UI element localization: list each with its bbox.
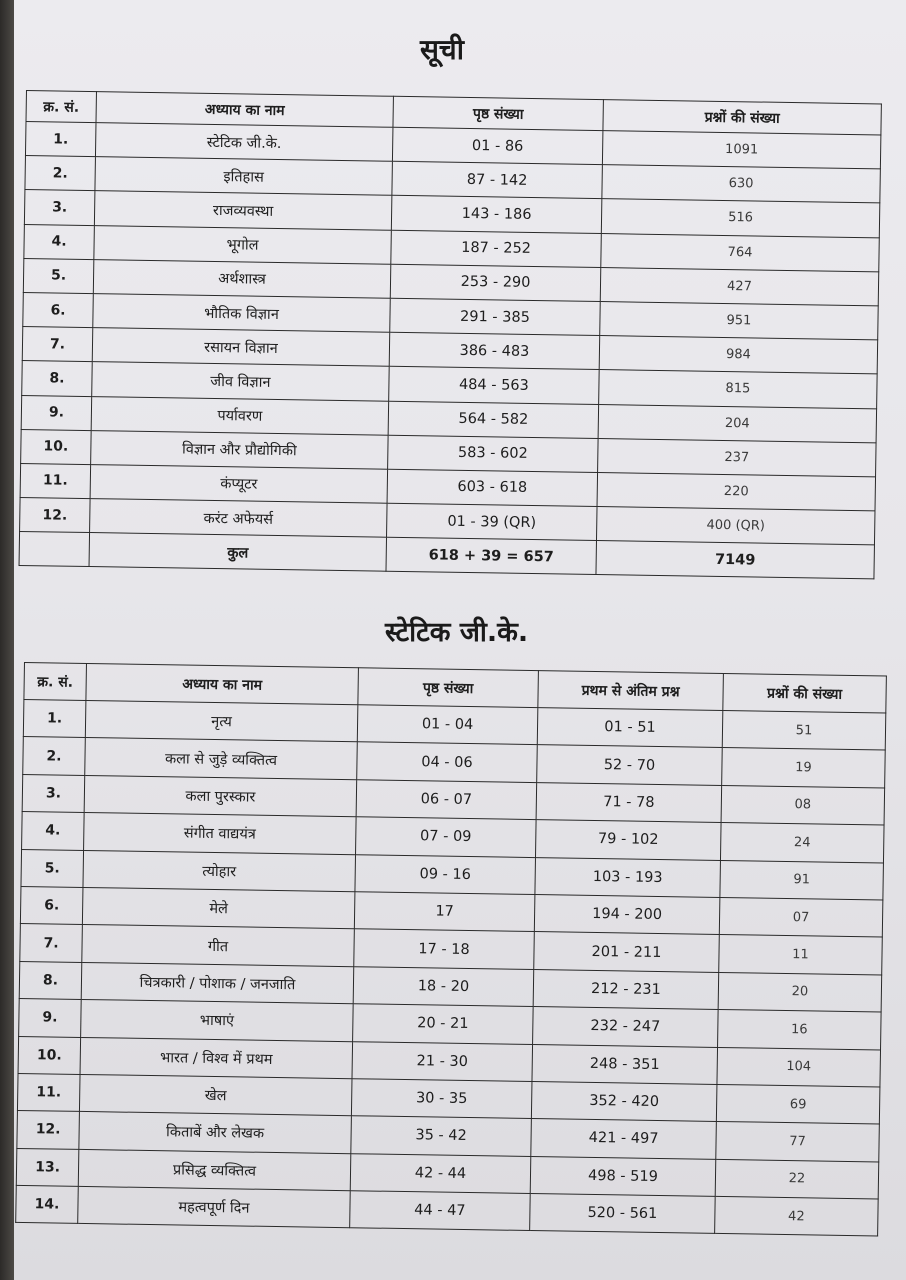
table-cell: अर्थशास्त्र — [93, 259, 391, 298]
table-cell: 07 - 09 — [356, 817, 537, 857]
table-cell: 984 — [599, 336, 878, 375]
table-cell: 603 - 618 — [387, 469, 598, 506]
total-cell: कुल — [89, 533, 387, 572]
table-cell: 6. — [23, 292, 94, 327]
table-cell: 564 - 582 — [388, 401, 599, 438]
table-cell: 421 - 497 — [531, 1119, 717, 1159]
col-header-chapter: अध्याय का नाम — [86, 663, 359, 704]
table-cell: 91 — [720, 860, 884, 900]
table-cell: 484 - 563 — [389, 367, 600, 404]
table-cell: 5. — [21, 849, 84, 887]
table-cell: 13. — [16, 1148, 79, 1186]
table-cell: 52 - 70 — [537, 745, 723, 785]
table-cell: विज्ञान और प्रौद्योगिकी — [91, 430, 389, 469]
col-header-chapter: अध्याय का नाम — [96, 92, 393, 128]
col-header-pages: पृष्ठ संख्या — [393, 96, 603, 130]
index-title: सूची — [420, 33, 464, 66]
table-cell: 22 — [715, 1159, 879, 1199]
table-cell: कला से जुड़े व्यक्तित्व — [85, 738, 358, 780]
table-cell: 01 - 86 — [392, 127, 603, 164]
col-header-serial: क्र. सं. — [26, 91, 96, 123]
table-cell: 30 - 35 — [351, 1079, 532, 1119]
table-cell: 8. — [22, 361, 93, 396]
table-cell: 79 - 102 — [535, 820, 721, 860]
table-cell: राजव्यवस्था — [94, 191, 392, 230]
table-cell: किताबें और लेखक — [79, 1112, 352, 1154]
table-cell: इतिहास — [95, 157, 393, 196]
table-cell: 77 — [716, 1122, 880, 1162]
table-cell: 44 - 47 — [350, 1191, 531, 1231]
table-cell: 17 — [354, 892, 535, 932]
table-cell: 201 - 211 — [534, 932, 720, 972]
table-cell: मेले — [82, 887, 355, 929]
table-cell: कला पुरस्कार — [84, 775, 357, 817]
table-cell: 87 - 142 — [392, 161, 603, 198]
table-cell: 7. — [22, 327, 93, 362]
table-cell: 204 — [598, 404, 877, 443]
static-gk-table — [15, 662, 887, 1237]
table-cell: 08 — [721, 785, 885, 825]
table-cell: भौतिक विज्ञान — [93, 294, 391, 333]
table-cell: 18 - 20 — [353, 966, 534, 1006]
book-spine — [0, 0, 14, 1280]
table-cell: 04 - 06 — [357, 742, 538, 782]
table-cell: महत्वपूर्ण दिन — [78, 1186, 351, 1228]
table-cell: भारत / विश्व में प्रथम — [80, 1037, 353, 1079]
table-cell: 69 — [716, 1084, 880, 1124]
table-cell: चित्रकारी / पोशाक / जनजाति — [81, 962, 354, 1004]
table-cell: 498 - 519 — [530, 1156, 716, 1196]
table-cell: 9. — [21, 395, 92, 430]
table-cell: 4. — [24, 224, 95, 259]
table-cell: स्टेटिक जी.के. — [95, 123, 393, 162]
table-cell: 1091 — [602, 131, 881, 170]
table-cell: 10. — [18, 1036, 81, 1074]
table-cell: 248 - 351 — [532, 1044, 718, 1084]
table-cell: 143 - 186 — [391, 196, 602, 233]
table-cell: 01 - 51 — [537, 708, 723, 748]
table-cell: 11 — [719, 935, 883, 975]
col-header-serial: क्र. सं. — [24, 663, 87, 701]
col-header-pages: पृष्ठ संख्या — [358, 668, 539, 708]
total-cell: 7149 — [596, 541, 875, 580]
table-cell: 2. — [25, 156, 96, 191]
table-cell: त्योहार — [83, 850, 356, 892]
table-cell: 212 - 231 — [533, 969, 719, 1009]
table-cell: 630 — [602, 165, 881, 204]
table-cell: 71 - 78 — [536, 782, 722, 822]
table-cell: 09 - 16 — [355, 854, 536, 894]
table-cell: 19 — [722, 748, 886, 788]
table-cell: खेल — [79, 1074, 352, 1116]
table-cell: 12. — [20, 498, 91, 533]
table-cell: जीव विज्ञान — [92, 362, 390, 401]
table-cell: नृत्य — [85, 700, 358, 742]
table-cell: 400 (QR) — [596, 507, 875, 546]
table-cell: 10. — [21, 429, 92, 464]
table-cell: 4. — [22, 812, 85, 850]
table-cell: 35 - 42 — [351, 1116, 532, 1156]
table-cell: 516 — [601, 199, 880, 238]
table-cell: भाषाएं — [81, 1000, 354, 1042]
table-cell: 103 - 193 — [535, 857, 721, 897]
table-cell: 21 - 30 — [352, 1041, 533, 1081]
table-cell: 1. — [23, 700, 86, 738]
col-header-question-range: प्रथम से अंतिम प्रश्न — [538, 671, 724, 711]
table-cell: 3. — [22, 774, 85, 812]
table-cell: 815 — [599, 370, 878, 409]
table-cell: 01 - 39 (QR) — [387, 503, 598, 540]
table-cell: 386 - 483 — [389, 332, 600, 369]
table-cell: 3. — [24, 190, 95, 225]
index-table — [19, 90, 882, 580]
table-cell: संगीत वाद्ययंत्र — [84, 813, 357, 855]
table-cell: 2. — [23, 737, 86, 775]
total-cell — [19, 532, 90, 567]
table-cell: 232 - 247 — [533, 1007, 719, 1047]
table-cell: भूगोल — [94, 225, 392, 264]
table-cell: 01 - 04 — [357, 705, 538, 745]
table-cell: 764 — [601, 233, 880, 272]
table-cell: 14. — [16, 1186, 79, 1224]
table-cell: 104 — [717, 1047, 881, 1087]
table-cell: 17 - 18 — [354, 929, 535, 969]
table-cell: कंप्यूटर — [90, 464, 388, 503]
table-cell: 237 — [598, 438, 877, 477]
table-cell: 42 - 44 — [350, 1153, 531, 1193]
table-cell: 5. — [23, 258, 94, 293]
table-cell: 51 — [722, 710, 886, 750]
table-cell: 427 — [600, 267, 879, 306]
table-cell: 194 - 200 — [534, 895, 720, 935]
table-cell: 7. — [20, 924, 83, 962]
table-cell: 9. — [19, 999, 82, 1037]
table-cell: 220 — [597, 472, 876, 511]
table-cell: 291 - 385 — [390, 298, 601, 335]
col-header-question-count: प्रश्नों की संख्या — [603, 100, 881, 135]
table-cell: रसायन विज्ञान — [92, 328, 390, 367]
table-cell: 6. — [20, 886, 83, 924]
col-header-question-count: प्रश्नों की संख्या — [723, 673, 887, 713]
table-cell: 24 — [720, 823, 884, 863]
table-cell: 12. — [17, 1111, 80, 1149]
table-cell: 253 - 290 — [390, 264, 601, 301]
table-cell: 16 — [718, 1010, 882, 1050]
table-cell: 07 — [719, 897, 883, 937]
table-cell: 1. — [25, 122, 96, 157]
table-cell: 20 - 21 — [353, 1004, 534, 1044]
table-cell: 951 — [600, 301, 879, 340]
table-cell: पर्यावरण — [91, 396, 389, 435]
table-cell: 06 - 07 — [356, 780, 537, 820]
table-cell: गीत — [82, 925, 355, 967]
table-cell: 187 - 252 — [391, 230, 602, 267]
table-cell: 42 — [715, 1197, 879, 1237]
table-cell: 8. — [19, 961, 82, 999]
table-cell: प्रसिद्ध व्यक्तित्व — [78, 1149, 351, 1191]
static-gk-title: स्टेटिक जी.के. — [385, 617, 529, 648]
table-cell: 583 - 602 — [388, 435, 599, 472]
table-cell: 520 - 561 — [530, 1194, 716, 1234]
table-cell: करंट अफेयर्स — [90, 499, 388, 538]
table-cell: 20 — [718, 972, 882, 1012]
table-cell: 11. — [20, 463, 91, 498]
total-cell: 618 + 39 = 657 — [386, 537, 597, 574]
table-cell: 352 - 420 — [531, 1081, 717, 1121]
table-cell: 11. — [17, 1073, 80, 1111]
